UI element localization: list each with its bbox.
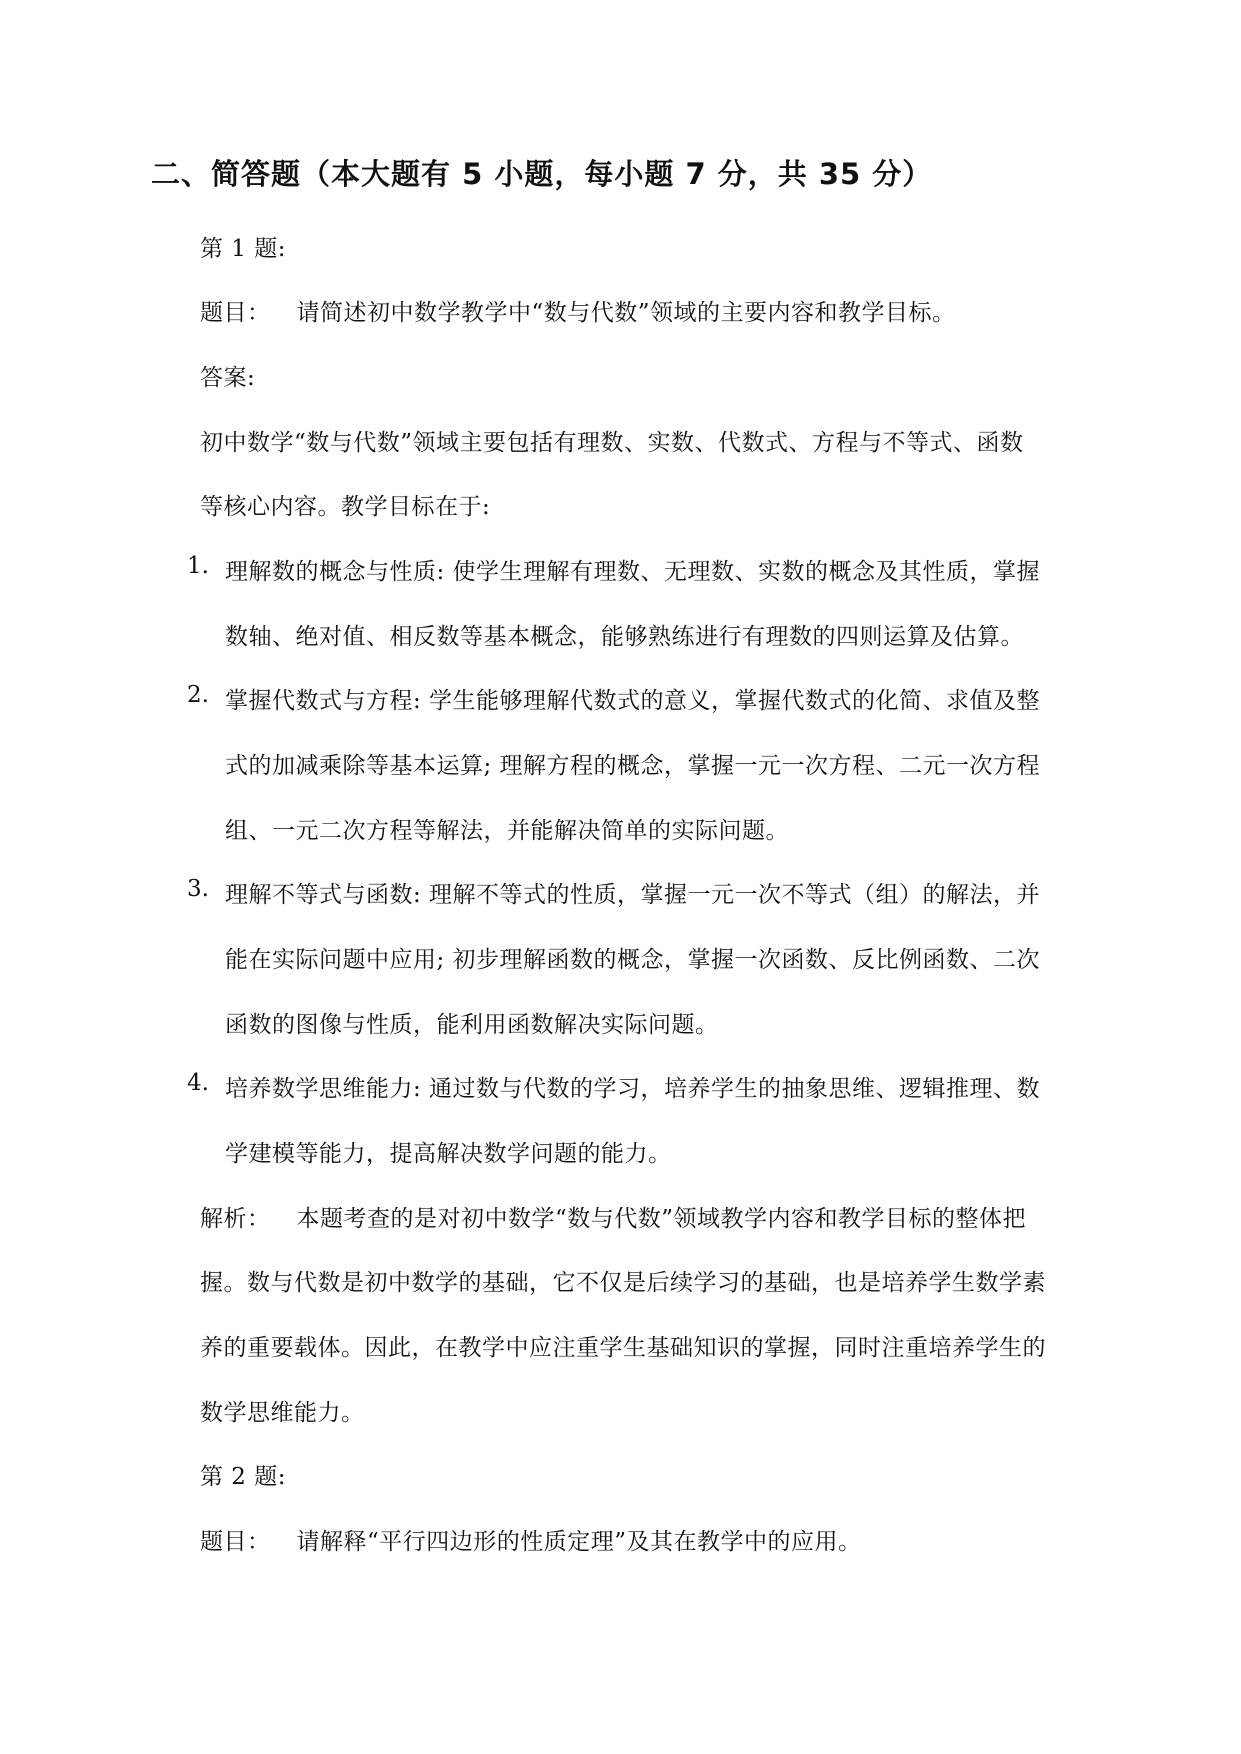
list-item-line: 理解数的概念与性质: 使学生理解有理数、无理数、实数的概念及其性质，掌握 [225,559,1041,585]
prompt-text: 请解释“平行四边形的性质定理”及其在教学中的应用。 [296,1529,862,1555]
analysis-line-2: 握。数与代数是初中数学的基础，它不仅是后续学习的基础，也是培养学生数学素 [200,1270,1046,1296]
list-item-line: 学建模等能力，提高解决数学问题的能力。 [225,1141,672,1167]
answer-intro-line-2: 等核心内容。教学目标在于: [200,494,491,520]
question-1-number: 第 1 题: [200,236,287,262]
question-2-number: 第 2 题: [200,1464,287,1490]
analysis-line-4: 数学思维能力。 [200,1400,365,1426]
answer-intro-line-1: 初中数学“数与代数”领域主要包括有理数、实数、代数式、方程与不等式、函数 [200,430,1024,456]
prompt-text: 请简述初中数学教学中“数与代数”领域的主要内容和教学目标。 [296,300,956,326]
list-item-number: 4. [187,1070,209,1096]
list-item-line: 掌握代数式与方程: 学生能够理解代数式的意义，掌握代数式的化简、求值及整 [225,688,1041,714]
answer-label: 答案: [200,365,256,391]
list-item-line: 能在实际问题中应用; 初步理解函数的概念，掌握一次函数、反比例函数、二次 [225,947,1041,973]
list-item-number: 3. [187,876,209,902]
list-item-line: 式的加减乘除等基本运算; 理解方程的概念，掌握一元一次方程、二元一次方程 [225,753,1041,779]
analysis-line-3: 养的重要载体。因此，在教学中应注重学生基础知识的掌握，同时注重培养学生的 [200,1335,1046,1361]
question-2-prompt [200,1523,862,1556]
question-1-prompt [200,294,956,327]
list-item-number: 1. [187,553,209,579]
section-title: 二、简答题（本大题有 5 小题，每小题 7 分，共 35 分） [151,157,933,191]
list-item-line: 培养数学思维能力: 通过数与代数的学习，培养学生的抽象思维、逻辑推理、数 [225,1076,1041,1102]
prompt-label: 题目： [200,300,271,326]
analysis-label: 解析： [200,1206,271,1232]
list-item-line: 函数的图像与性质，能利用函数解决实际问题。 [225,1012,719,1038]
analysis-text: 本题考查的是对初中数学“数与代数”领域教学内容和教学目标的整体把 [296,1206,1027,1232]
analysis-line-1 [200,1200,1026,1233]
list-item-line: 组、一元二次方程等解法，并能解决简单的实际问题。 [225,818,789,844]
list-item-line: 理解不等式与函数: 理解不等式的性质，掌握一元一次不等式（组）的解法，并 [225,882,1041,908]
list-item-number: 2. [187,682,209,708]
prompt-label: 题目： [200,1529,271,1555]
list-item-line: 数轴、绝对值、相反数等基本概念，能够熟练进行有理数的四则运算及估算。 [225,624,1024,650]
